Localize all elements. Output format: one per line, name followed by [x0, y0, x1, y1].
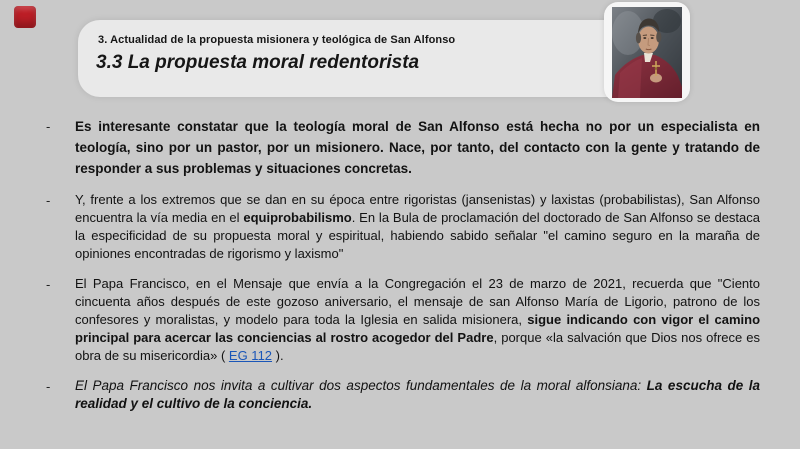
bullet-dash: - — [46, 379, 51, 394]
bullet-text — [75, 377, 760, 413]
slide-kicker: 3. Actualidad de la propuesta misionera y teológica de San Alfonso — [98, 34, 456, 46]
text-run: equiprobabilismo — [243, 210, 352, 225]
bullet-text — [75, 191, 760, 263]
slide-header-box — [78, 20, 670, 97]
bullet-item — [44, 191, 760, 263]
bullet-text — [75, 116, 760, 179]
text-run: Es interesante constatar que la teología moral de San Alfonso está hecha no por un especialista en teología, sino por un pastor, por un misionero. Nace, por tanto, del contacto con la gente y tratando de responder a sus problemas y situaciones concretas. — [75, 119, 760, 176]
text-run: , porque «la salvación que Dios nos ofrece es obra de su misericordia» ( — [75, 330, 760, 363]
bullet-item — [44, 275, 760, 365]
eg-112-link[interactable]: EG 112 — [228, 348, 273, 363]
bullet-list — [44, 116, 760, 413]
red-logo-badge — [14, 6, 36, 28]
bullet-dash: - — [46, 193, 51, 208]
text-run: sigue indicando con vigor el camino principal para acercar las conciencias al rostro acogedor del Padre — [75, 312, 761, 345]
text-run: . En la Bula de proclamación del doctorado de San Alfonso se destaca la especificidad de su propuesta moral y espiritual, habiendo sabido señalar "el camino seguro en la maraña de opiniones encontradas de rigorismo y laxismo" — [75, 210, 761, 261]
text-run: ). — [272, 348, 284, 363]
text-run: La escucha de la realidad y el cultivo de la conciencia. — [75, 378, 760, 411]
text-run: El Papa Francisco nos invita a cultivar dos aspectos fundamentales de la moral alfonsiana: — [75, 378, 647, 393]
text-run: El Papa Francisco, en el Mensaje que envía a la Congregación el 23 de marzo de 2021, recuerda que "Ciento cincuenta años después de este gozoso aniversario, el mensaje de san Alfonso María de Ligorio, patrono de los confesores y moralistas, y modelo para toda la Iglesia en salida misionera, — [75, 276, 760, 327]
bullet-dash: - — [46, 277, 51, 292]
text-run: Y, frente a los extremos que se dan en su época entre rigoristas (jansenistas) y laxistas (probabilistas), San Alfonso encuentra la vía media en el — [75, 192, 760, 225]
bullet-item — [44, 116, 760, 179]
san-alfonso-portrait — [612, 7, 682, 98]
bullet-dash: - — [46, 119, 51, 134]
slide-title: 3.3 La propuesta moral redentorista — [96, 52, 420, 73]
bullet-text — [75, 275, 760, 365]
bullet-item — [44, 377, 760, 413]
